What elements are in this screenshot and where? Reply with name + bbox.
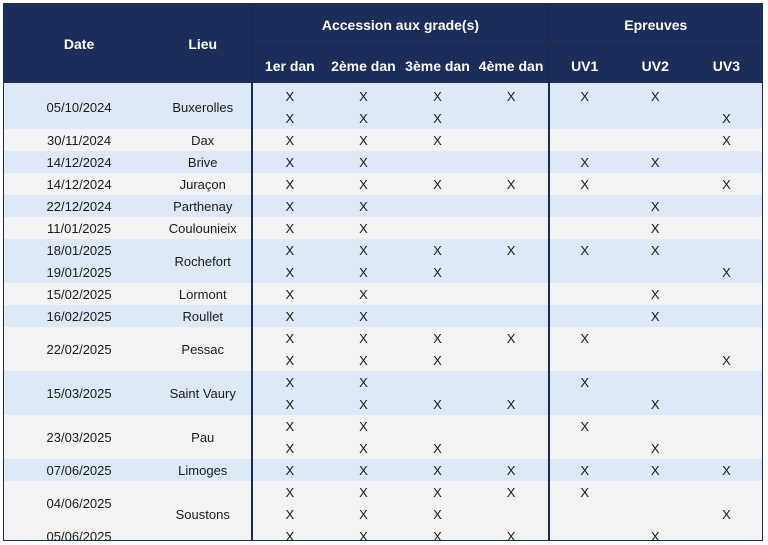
uv-mark-cell: X (620, 525, 691, 541)
uv-mark-cell (620, 371, 691, 393)
header-grade-4: 4ème dan (475, 47, 549, 83)
grade-mark-cell: X (252, 217, 326, 239)
lieu-cell: Roullet (154, 305, 252, 327)
table-row (4, 305, 762, 327)
uv-mark-cell (620, 349, 691, 371)
uv-mark-cell (691, 327, 762, 349)
uv-mark-cell (620, 261, 691, 283)
uv-mark-cell: X (549, 415, 620, 437)
grade-mark-cell: X (326, 217, 400, 239)
uv-mark-cell (620, 503, 691, 525)
date-cell: 07/06/2025 (4, 459, 154, 481)
uv-mark-cell (549, 261, 620, 283)
date-cell: 30/11/2024 (4, 129, 154, 151)
grade-mark-cell: X (326, 525, 400, 541)
uv-mark-cell (549, 393, 620, 415)
table-row (4, 459, 762, 481)
uv-mark-cell (691, 83, 762, 107)
grade-mark-cell: X (326, 107, 400, 129)
uv-mark-cell (691, 437, 762, 459)
grade-mark-cell: X (252, 239, 326, 261)
date-cell: 18/01/2025 (4, 239, 154, 261)
uv-mark-cell: X (549, 151, 620, 173)
date-cell: 22/12/2024 (4, 195, 154, 217)
uv-mark-cell: X (549, 327, 620, 349)
grade-mark-cell: X (326, 503, 400, 525)
exam-schedule-table (4, 4, 762, 541)
uv-mark-cell: X (620, 83, 691, 107)
grade-mark-cell: X (252, 327, 326, 349)
uv-mark-cell (691, 239, 762, 261)
table-row (4, 283, 762, 305)
grade-mark-cell: X (326, 83, 400, 107)
table-row (4, 415, 762, 437)
uv-mark-cell (691, 305, 762, 327)
uv-mark-cell: X (549, 83, 620, 107)
uv-mark-cell (620, 107, 691, 129)
uv-mark-cell: X (691, 503, 762, 525)
grade-mark-cell: X (252, 459, 326, 481)
grade-mark-cell: X (400, 437, 474, 459)
grade-mark-cell: X (252, 393, 326, 415)
table-row (4, 525, 762, 541)
uv-mark-cell: X (691, 129, 762, 151)
grade-mark-cell: X (252, 371, 326, 393)
grade-mark-cell: X (326, 283, 400, 305)
grade-mark-cell: X (326, 415, 400, 437)
grade-mark-cell: X (326, 195, 400, 217)
grade-mark-cell: X (252, 349, 326, 371)
grade-mark-cell: X (326, 261, 400, 283)
grade-mark-cell: X (252, 481, 326, 503)
grade-mark-cell (475, 283, 549, 305)
grade-mark-cell: X (400, 173, 474, 195)
grade-mark-cell: X (400, 261, 474, 283)
uv-mark-cell (691, 195, 762, 217)
uv-mark-cell: X (691, 261, 762, 283)
grade-mark-cell: X (252, 503, 326, 525)
grade-mark-cell: X (475, 459, 549, 481)
uv-mark-cell (691, 525, 762, 541)
table-row (4, 83, 762, 107)
grade-mark-cell: X (252, 415, 326, 437)
grade-mark-cell (475, 195, 549, 217)
grade-mark-cell: X (400, 503, 474, 525)
date-cell: 23/03/2025 (4, 415, 154, 459)
lieu-cell: Lormont (154, 283, 252, 305)
grade-mark-cell: X (252, 437, 326, 459)
exam-schedule-table-frame (3, 3, 763, 541)
lieu-cell: Parthenay (154, 195, 252, 217)
table-row (4, 261, 762, 283)
uv-mark-cell (691, 217, 762, 239)
uv-mark-cell: X (549, 173, 620, 195)
date-cell: 05/10/2024 (4, 83, 154, 129)
lieu-cell: Juraçon (154, 173, 252, 195)
header-grade-2: 2ème dan (326, 47, 400, 83)
lieu-cell: Brive (154, 151, 252, 173)
grade-mark-cell: X (400, 393, 474, 415)
grade-mark-cell: X (400, 239, 474, 261)
header-lieu: Lieu (154, 4, 252, 83)
date-cell: 15/03/2025 (4, 371, 154, 415)
uv-mark-cell: X (549, 371, 620, 393)
grade-mark-cell (400, 305, 474, 327)
grade-mark-cell: X (475, 393, 549, 415)
uv-mark-cell (549, 107, 620, 129)
grade-mark-cell: X (400, 349, 474, 371)
grade-mark-cell (475, 261, 549, 283)
grade-mark-cell: X (326, 305, 400, 327)
table-header (4, 4, 762, 83)
grade-mark-cell: X (326, 349, 400, 371)
uv-mark-cell (549, 349, 620, 371)
grade-mark-cell: X (400, 525, 474, 541)
grade-mark-cell (475, 415, 549, 437)
header-epreuves: Epreuves (549, 4, 762, 47)
grade-mark-cell: X (475, 525, 549, 541)
uv-mark-cell: X (620, 239, 691, 261)
grade-mark-cell: X (326, 151, 400, 173)
grade-mark-cell: X (252, 195, 326, 217)
lieu-cell: Limoges (154, 459, 252, 481)
uv-mark-cell (620, 415, 691, 437)
header-grade-3: 3ème dan (400, 47, 474, 83)
grade-mark-cell (475, 349, 549, 371)
grade-mark-cell (475, 371, 549, 393)
grade-mark-cell: X (326, 481, 400, 503)
grade-mark-cell: X (475, 173, 549, 195)
uv-mark-cell: X (620, 195, 691, 217)
date-cell: 05/06/2025 (4, 525, 154, 541)
table-row (4, 151, 762, 173)
uv-mark-cell: X (620, 217, 691, 239)
grade-mark-cell: X (400, 481, 474, 503)
grade-mark-cell (400, 283, 474, 305)
table-row (4, 371, 762, 393)
grade-mark-cell (475, 151, 549, 173)
table-row (4, 195, 762, 217)
grade-mark-cell: X (252, 83, 326, 107)
uv-mark-cell (620, 481, 691, 503)
table-body (4, 83, 762, 541)
grade-mark-cell: X (326, 173, 400, 195)
grade-mark-cell: X (400, 459, 474, 481)
grade-mark-cell (400, 217, 474, 239)
table-row (4, 217, 762, 239)
uv-mark-cell: X (549, 459, 620, 481)
table-row (4, 481, 762, 503)
grade-mark-cell (475, 503, 549, 525)
uv-mark-cell: X (620, 151, 691, 173)
grade-mark-cell: X (400, 327, 474, 349)
grade-mark-cell (400, 195, 474, 217)
uv-mark-cell (620, 129, 691, 151)
grade-mark-cell (400, 371, 474, 393)
grade-mark-cell: X (475, 83, 549, 107)
uv-mark-cell: X (549, 239, 620, 261)
lieu-cell: Coulounieix (154, 217, 252, 239)
grade-mark-cell: X (326, 239, 400, 261)
uv-mark-cell (549, 305, 620, 327)
date-cell: 11/01/2025 (4, 217, 154, 239)
uv-mark-cell (691, 481, 762, 503)
grade-mark-cell (400, 151, 474, 173)
uv-mark-cell (691, 283, 762, 305)
header-uv1: UV1 (549, 47, 620, 83)
date-cell: 14/12/2024 (4, 151, 154, 173)
date-cell: 22/02/2025 (4, 327, 154, 371)
table-row (4, 173, 762, 195)
grade-mark-cell: X (252, 107, 326, 129)
uv-mark-cell: X (620, 437, 691, 459)
uv-mark-cell: X (691, 173, 762, 195)
uv-mark-cell (549, 503, 620, 525)
lieu-cell: Rochefort (154, 239, 252, 283)
grade-mark-cell: X (252, 173, 326, 195)
grade-mark-cell: X (400, 107, 474, 129)
grade-mark-cell: X (252, 305, 326, 327)
date-cell: 15/02/2025 (4, 283, 154, 305)
grade-mark-cell: X (252, 129, 326, 151)
grade-mark-cell (400, 415, 474, 437)
table-row (4, 327, 762, 349)
lieu-cell: Dax (154, 129, 252, 151)
uv-mark-cell (549, 195, 620, 217)
grade-mark-cell: X (326, 459, 400, 481)
grade-mark-cell (475, 305, 549, 327)
grade-mark-cell: X (326, 327, 400, 349)
uv-mark-cell: X (691, 459, 762, 481)
grade-mark-cell: X (400, 83, 474, 107)
grade-mark-cell: X (252, 261, 326, 283)
table-row (4, 239, 762, 261)
uv-mark-cell (620, 173, 691, 195)
date-cell: 04/06/2025 (4, 481, 154, 525)
uv-mark-cell (691, 151, 762, 173)
uv-mark-cell: X (691, 349, 762, 371)
grade-mark-cell (475, 107, 549, 129)
lieu-cell: Pessac (154, 327, 252, 371)
lieu-cell: Pau (154, 415, 252, 459)
uv-mark-cell (549, 437, 620, 459)
grade-mark-cell: X (252, 151, 326, 173)
uv-mark-cell (691, 393, 762, 415)
lieu-cell: Soustons (154, 481, 252, 541)
date-cell: 16/02/2025 (4, 305, 154, 327)
grade-mark-cell: X (475, 327, 549, 349)
uv-mark-cell (549, 525, 620, 541)
uv-mark-cell: X (620, 305, 691, 327)
uv-mark-cell: X (620, 459, 691, 481)
grade-mark-cell: X (475, 481, 549, 503)
table-row (4, 129, 762, 151)
grade-mark-cell (475, 437, 549, 459)
grade-mark-cell: X (326, 371, 400, 393)
header-date: Date (4, 4, 154, 83)
uv-mark-cell: X (691, 107, 762, 129)
header-grade-1: 1er dan (252, 47, 326, 83)
grade-mark-cell: X (326, 129, 400, 151)
uv-mark-cell (549, 283, 620, 305)
date-cell: 14/12/2024 (4, 173, 154, 195)
uv-mark-cell (620, 327, 691, 349)
header-accession: Accession aux grade(s) (252, 4, 548, 47)
date-cell: 19/01/2025 (4, 261, 154, 283)
lieu-cell: Buxerolles (154, 83, 252, 129)
uv-mark-cell: X (620, 283, 691, 305)
uv-mark-cell (691, 371, 762, 393)
grade-mark-cell: X (252, 525, 326, 541)
lieu-cell: Saint Vaury (154, 371, 252, 415)
grade-mark-cell: X (326, 437, 400, 459)
header-uv2: UV2 (620, 47, 691, 83)
grade-mark-cell (475, 129, 549, 151)
uv-mark-cell (691, 415, 762, 437)
uv-mark-cell: X (549, 481, 620, 503)
uv-mark-cell (549, 129, 620, 151)
uv-mark-cell (549, 217, 620, 239)
grade-mark-cell: X (475, 239, 549, 261)
uv-mark-cell: X (620, 393, 691, 415)
grade-mark-cell: X (400, 129, 474, 151)
grade-mark-cell: X (326, 393, 400, 415)
grade-mark-cell (475, 217, 549, 239)
grade-mark-cell: X (252, 283, 326, 305)
header-uv3: UV3 (691, 47, 762, 83)
